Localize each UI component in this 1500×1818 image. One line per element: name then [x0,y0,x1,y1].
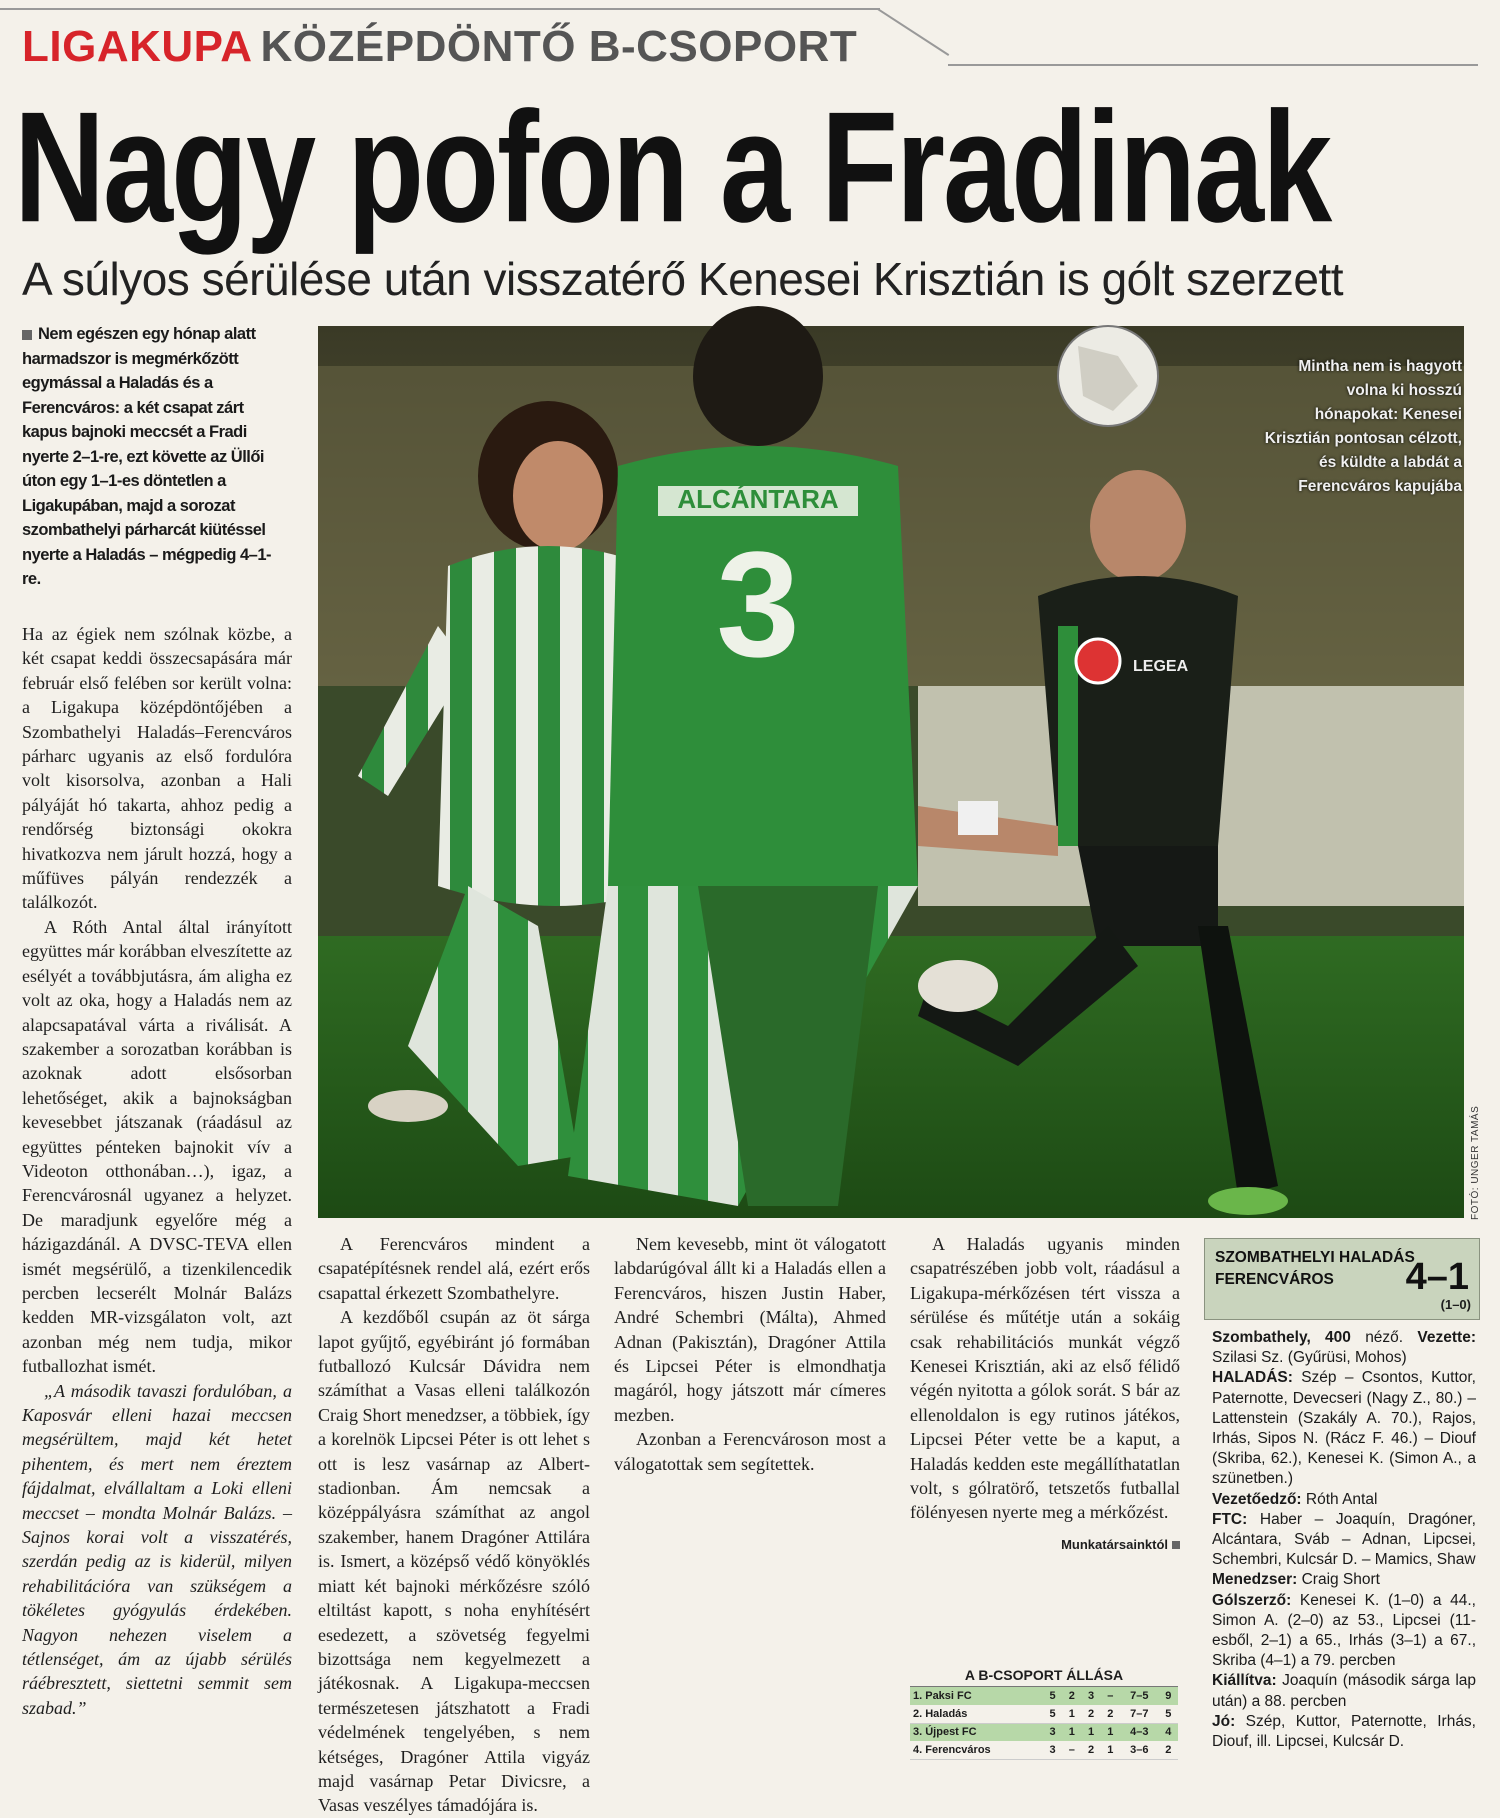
article-quote: „A második tavaszi fordulóban, a Kaposvár elleni hazai meccsen megsérültem, majd két hetet pihentem, és mert nem éreztem fájdalmat, elvállaltam a Loki elleni meccset – mondta Molnár Balázs. – Sajnos korai volt a visszatérés, szerdán pedig az is kiderül, milyen rehabilitációra van szükségem a tökéletes gyógyulás érdekében. Nagyon nehezen viselem a tétlenséget, ám az újabb sérülés ráébresztett, siettetni semmit sem szabad.” [22,1380,292,1718]
article-column-3 [614,1232,886,1476]
lead-square-icon [22,330,32,340]
table-row: 3. Újpest FC 3 1 1 1 4–3 4 [910,1723,1178,1741]
shirt-number: 3 [716,520,800,688]
lead-paragraph [22,322,284,592]
article-paragraph: A Ferencváros mindent a csapatépítésnek rendel alá, ezért erős csapattal érkezett Szombathelyre. [318,1234,590,1303]
box-venue: Szombathely, 400 néző. Vezette: Szilasi Sz. (Gyűrüsi, Mohos) [1212,1329,1476,1367]
top-rule [0,8,880,10]
standings-table [910,1687,1178,1760]
headline: Nagy pofon a Fradinak [14,78,1331,255]
kicker-competition: LIGAKUPA [22,22,253,71]
table-row: 4. Ferencváros 3 – 2 1 3–6 2 [910,1741,1178,1759]
box-ftc-manager: Menedzser: Craig Short [1212,1571,1380,1589]
photo-caption: Mintha nem is hagyott volna ki hosszú hónapokat: Kenesei Krisztián pontosan célzott, és küldte a labdát a Ferencváros kapujába [1264,358,1462,495]
sponsor-logo: LEGEA [1133,658,1189,675]
group-standings [910,1665,1178,1760]
box-haladas-lineup: HALADÁS: Szép – Csontos, Kuttor, Paternotte, Devecseri (Nagy Z., 80.) – Lattenstein (Szakály A. 70.), Rajos, Irhás, Sipos N. (Rácz F. 46.) – Diouf (Skriba, 62.), Kenesei K. (Simon A., a szünetben.) [1212,1369,1476,1488]
deck-subheadline: A súlyos sérülése után visszatérő Kenesei Krisztián is gólt szerzett [22,253,1344,305]
article-column-4 [910,1232,1180,1557]
match-box [1204,1238,1480,1750]
article-paragraph: A Róth Antal által irányított együttes már korábban elveszítette az esélyét a továbbjutásra, ám aligha ez volt az oka, hogy a Haladás nem az alapcsapatával várta a riválisát. A szakember a sorozatban korábban is azoknak adott elsősorban lehetőséget, akik a bajnokságban kevesebbet játszanak (ráadásul az együttes pénteken bajnokit vív a Videoton otthonában…), igaz, a Ferencvárosnál ugyanez a helyzet. De maradjunk egyelőre még a házigazdánál. A DVSC-TEVA ellen ismét megsérülő, a tizenkilencedik percben lecserélt Molnár Balázs kedden MR-vizsgálaton volt, azt azonban még nem tudja, mikor futballozhat ismét. [22,916,292,1377]
box-ftc-lineup: FTC: Haber – Joaquín, Dragóner, Alcántara, Sváb – Adnan, Lipcsei, Schembri, Kulcsár D. – Mamics, Shaw [1212,1510,1476,1569]
match-box-header [1204,1238,1480,1320]
article-column-1 [22,622,292,1720]
box-scorers: Gólszerző: Kenesei K. (1–0) a 44., Simon A. (2–0) az 53., Lipcsei (11-esből, 2–1) a 65., Irhás (3–1) a 67., Skriba (4–1) a 79. percben [1212,1591,1476,1670]
byline-square-icon [1172,1541,1180,1549]
article-column-2 [318,1232,590,1818]
kicker-stage: KÖZÉPDÖNTŐ B-CSOPORT [260,22,858,71]
top-rule-slant [877,8,949,56]
box-home-team: SZOMBATHELYI HALADÁS [1215,1249,1415,1266]
shirt-name: ALCÁNTARA [677,484,839,514]
table-row: 1. Paksi FC 5 2 3 – 7–5 9 [910,1687,1178,1705]
lead-text: Nem egészen egy hónap alatt harmadszor is megmérkőzött egymással a Haladás és a Ferencváros: a két csapat zárt kapus bajnoki meccsét a Fradi nyerte 2–1-re, ezt követte az Üllői úton egy 1–1-es döntetlen a Ligakupában, majd a sorozat szombathelyi párharcát kiütéssel nyerte a Haladás – mégpedig 4–1-re. [22,325,272,588]
table-row: 2. Haladás 5 1 2 2 7–7 5 [910,1705,1178,1723]
box-score: 4–1 [1405,1256,1469,1298]
standings-title: A B-CSOPORT ÁLLÁSA [910,1665,1178,1687]
box-away-team: FERENCVÁROS [1215,1271,1334,1288]
article-paragraph: A kezdőből csupán az öt sárga lapot gyűjtő, egyébiránt jó formában futballozó Kulcsár Dávidra nem számíthat a Vasas elleni találkozón Craig Short menedzser, a többiek, így a korelnök Lipcsei Péter is ott lehet s ott is lesz vasárnap az Albert-stadionban. Ám nemcsak a középpályásra számíthat az angol szakember, hanem Dragóner Attilára is. Ismert, a középső védő könyöklés miatt két bajnoki mérkőzésre szóló eltiltást kapott, s noha enyhítésért esedezett, a szövetség fegyelmi bizottsága nem kegyelmezett a játékosnak. A Ligakupa-meccsen természetesen játszhatott a Fradi védelmének tengelyében, s nem kétséges, Dragóner Attila vigyáz majd vasárnap Petar Divicsre, a Vasas veszélyes támadójára is. [318,1307,590,1816]
article-paragraph: Ha az égiek nem szólnak közbe, a két csapat keddi összecsapására már február első felében sor került volna: a Ligakupa középdöntőjében a Szombathelyi Haladás–Ferencváros párharc ugyanis az első fordulóra volt kisorsolva, azonban a Hali pályáját hó takarta, ahhoz pedig a rendőrség biztonsági okokra hivatkozva nem járult hozzá, hogy a műfüves pályán rendezzék a találkozót. [22,624,292,913]
section-kicker [22,22,857,72]
box-good-players: Jó: Szép, Kuttor, Paternotte, Irhás, Diouf, ill. Lipcsei, Kulcsár D. [1212,1712,1476,1751]
box-haladas-coach: Vezetőedző: Róth Antal [1212,1490,1378,1508]
article-paragraph: Azonban a Ferencvároson most a válogatottak sem segítettek. [614,1429,886,1474]
box-halftime: (1–0) [1440,1297,1471,1312]
article-paragraph: A Haladás ugyanis minden csapatrészében jobb volt, ráadásul a Ligakupa-mérkőzésen tért vissza a sérülése és műtétje után a sokáig csak rehabilitációs munkát végző Kenesei Krisztián, aki az első félidő végén nyitotta a gólok sorát. S bár az ellenoldalon is egy rutinos játékos, Lipcsei Péter vette be a kaput, a Haladás kedden este megállíthatatlan volt, s gólratörő, tetszetős futballal fölényesen nyerte meg a mérkőzést. [910,1234,1180,1523]
box-sentoff: Kiállítva: Joaquín (második sárga lap után) a 88. percben [1212,1672,1476,1710]
match-box-body [1204,1320,1480,1752]
byline: Munkatársainktól [910,1533,1180,1557]
photo-credit: FOTÓ: UNGER TAMÁS [1470,1105,1481,1220]
article-paragraph: Nem kevesebb, mint öt válogatott labdarúgóval állt ki a Haladás ellen a Ferencváros, hiszen Justin Haber, André Schembri (Málta), Ahmed Adnan (Pakisztán), Dragóner Attila és Lipcsei Péter is elmondhatja magáról, hogy játszott már címeres mezben. [614,1234,886,1425]
top-rule-right [948,64,1478,66]
